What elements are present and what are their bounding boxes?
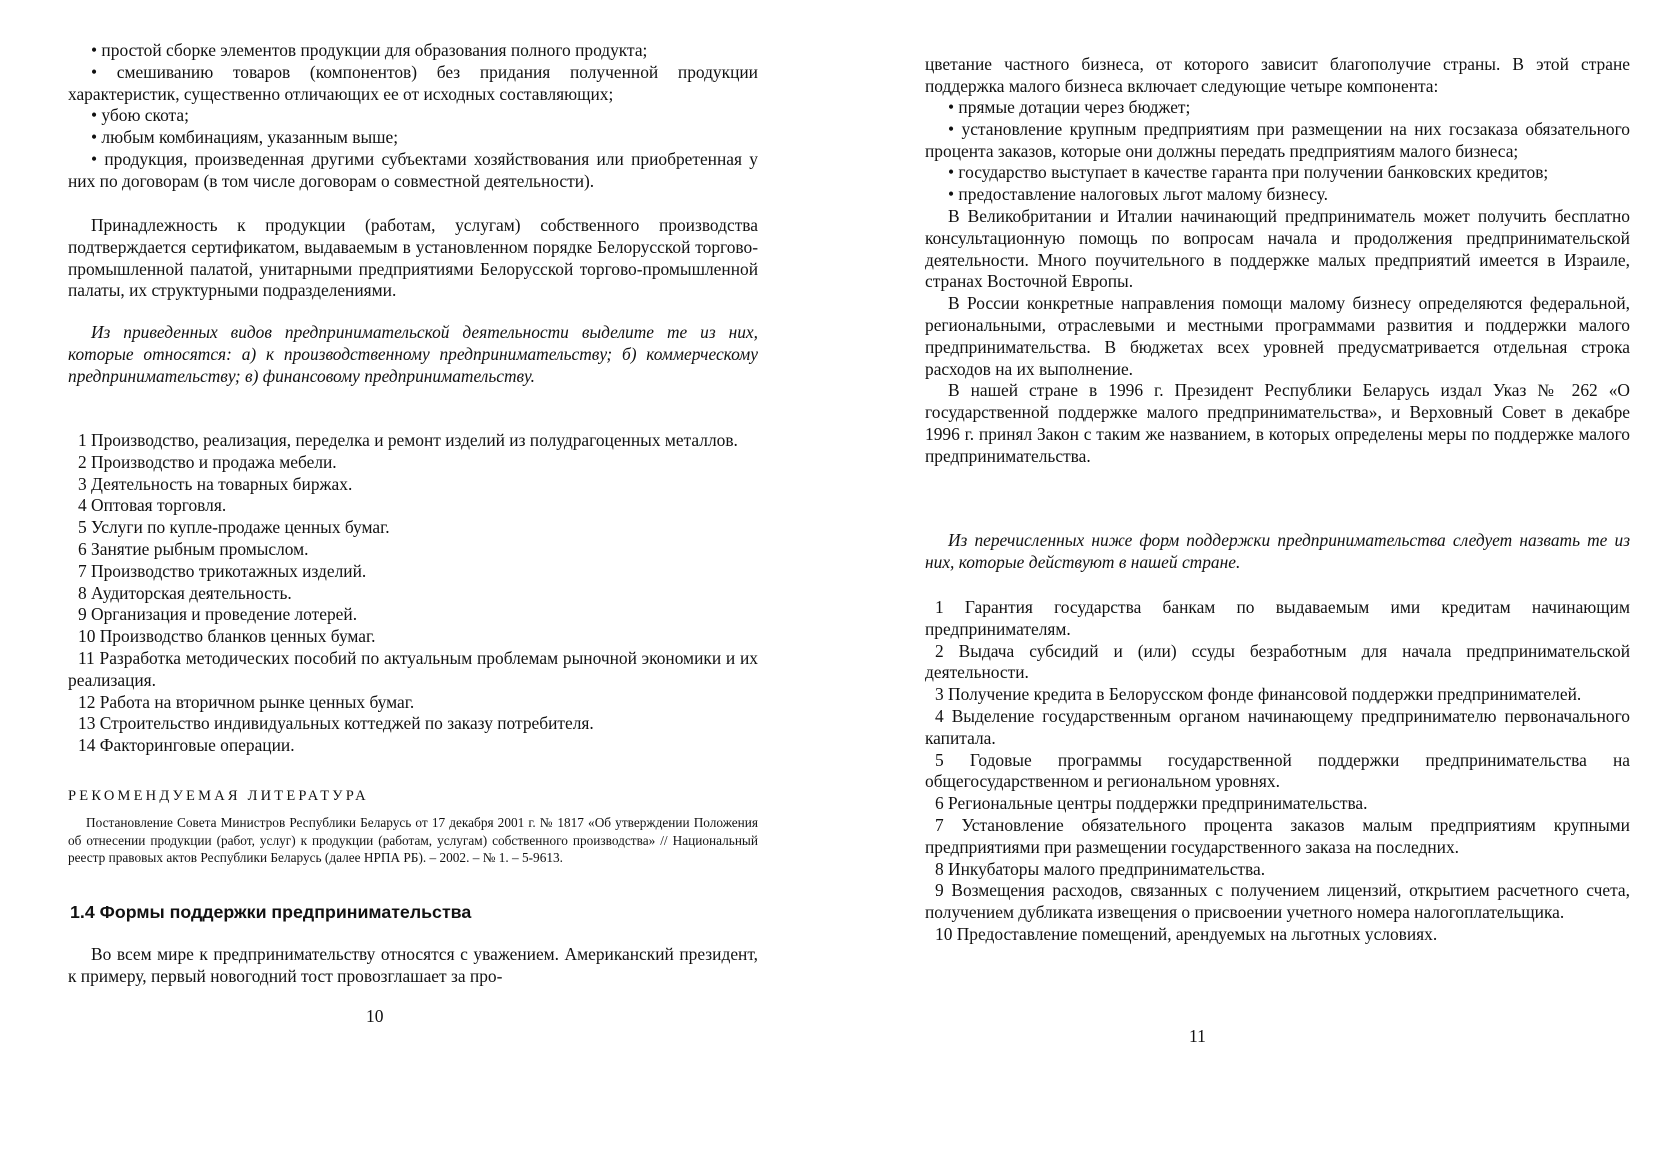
russia-paragraph: В России конкретные направления помощи малому бизнесу определяются федеральной, региональными, отраслевыми и местными программами развития и поддержки малого предпринимательства. В бюджетах всех уровней предусматривается отдельная строка расходов на их выполнение. <box>925 293 1630 379</box>
literature-heading: РЕКОМЕНДУЕМАЯ ЛИТЕРАТУРА <box>68 788 369 804</box>
bullet-item: • прямые дотации через бюджет; <box>948 97 1191 117</box>
section-intro: Во всем мире к предпринимательству относятся с уважением. Американский президент, к примеру, первый новогодний тост провозглашает за про- <box>68 944 758 986</box>
uk-paragraph: В Великобритании и Италии начинающий предприниматель может получить бесплатно консультационную помощь по вопросам начала и продолжения предпринимательской деятельности. Много поучительного в поддержке малых предприятий имеется в Израиле, странах Восточной Европы. <box>925 205 1630 292</box>
task-item: 6 Занятие рыбным промыслом. <box>78 538 309 559</box>
task-item: 12 Работа на вторичном рынке ценных бумаг. <box>78 691 415 712</box>
bullet-list <box>925 97 1630 468</box>
page-number: 10 <box>366 1006 384 1026</box>
bullet-item: • смешиванию товаров (компонентов) без придания полученной продукции характеристик, существенно отличающих ее от исходных составляющих; <box>68 61 758 104</box>
task-item: 9 Организация и проведение лотерей. <box>78 604 358 625</box>
bullet-item: • любым комбинациям, указанным выше; <box>91 127 399 148</box>
task-item: 13 Строительство индивидуальных коттеджей по заказу потребителя. <box>78 713 594 734</box>
task-item: 7 Производство трикотажных изделий. <box>78 560 367 581</box>
task-item: 4 Выделение государственным органом начинающему предпринимателю первоначального капитала. <box>925 705 1630 748</box>
task-item: 1 Производство, реализация, переделка и ремонт изделий из полудрагоценных металлов. <box>78 430 738 450</box>
task-item: 8 Аудиторская деятельность. <box>78 582 292 603</box>
literature-reference: Постановление Совета Министров Республики Беларусь от 17 декабря 2001 г. № 1817 «Об утверждении Положения об отнесении продукции (работ, услуг) к продукции (работам, услугам) собственного производства» // Национальный реестр правовых актов Республики Беларусь (далее НРПА РБ). – 2002. – № 1. – 5-9613. <box>68 815 758 866</box>
task-item: 2 Производство и продажа мебели. <box>78 451 337 472</box>
task-item: 1 Гарантия государства банкам по выдаваемым ими кредитам начинающим предпринимателям. <box>925 597 1630 639</box>
task-item: 3 Деятельность на товарных биржах. <box>78 473 353 494</box>
task-item: 3 Получение кредита в Белорусском фонде финансовой поддержки предпринимателей. <box>935 684 1582 705</box>
task-item: 2 Выдача субсидий и (или) ссуды безработным для начала предпринимательской деятельности. <box>925 640 1630 683</box>
bullet-item: • предоставление налоговых льгот малому бизнесу. <box>948 184 1328 205</box>
task-item: 7 Установление обязательного процента заказов малым предприятиям крупными предприятиями при размещении государственного заказа на последних. <box>925 814 1630 857</box>
bullet-item: • убою скота; <box>91 105 189 126</box>
task-instruction: Из перечисленных ниже форм поддержки предпринимательства следует назвать те из них, которые действуют в нашей стране. <box>925 530 1630 572</box>
task-list <box>68 430 758 757</box>
bullet-list <box>68 40 758 193</box>
task-item: 9 Возмещения расходов, связанных с получением лицензий, открытием расчетного счета, получением дубликата извещения о присвоении учетного номера налогоплательщика. <box>925 880 1630 923</box>
continued-paragraph: цветание частного бизнеса, от которого зависит благополучие страны. В этой стране поддержка малого бизнеса включает следующие четыре компонента: <box>925 54 1630 96</box>
page-number: 11 <box>1189 1026 1206 1046</box>
task-item: 8 Инкубаторы малого предпринимательства. <box>935 858 1266 879</box>
section-title: 1.4 Формы поддержки предпринимательства <box>70 902 472 922</box>
bullet-item: • простой сборке элементов продукции для образования полного продукта; <box>91 40 648 60</box>
bullet-item: • продукция, произведенная другими субъектами хозяйствования или приобретенная у них по договорам (в том числе договорам о совместной деятельности). <box>68 148 758 191</box>
task-item: 4 Оптовая торговля. <box>78 495 227 516</box>
bullet-item: • государство выступает в качестве гаранта при получении банковских кредитов; <box>948 162 1549 183</box>
bullet-item: • установление крупным предприятиям при размещении на них госзаказа обязательного процента заказов, которые они должны передать предприятиям малого бизнеса; <box>925 118 1630 161</box>
task-item: 14 Факторинговые операции. <box>78 735 295 756</box>
task-item: 5 Услуги по купле-продаже ценных бумаг. <box>78 517 390 538</box>
belarus-paragraph: В нашей стране в 1996 г. Президент Республики Беларусь издал Указ № 262 «О государственной поддержке малого предпринимательства», и Верховный Совет в декабре 1996 г. принял Закон с таким же названием, в которых определены меры по поддержке малого предпринимательства. <box>925 380 1630 466</box>
certificate-paragraph: Принадлежность к продукции (работам, услугам) собственного производства подтверждается сертификатом, выдаваемым в установленном порядке Белорусской торгово-промышленной палатой, унитарными предприятиями Белорусской торгово-промышленной палаты, их структурными подразделениями. <box>68 215 758 301</box>
task-item: 6 Региональные центры поддержки предпринимательства. <box>935 793 1368 814</box>
task-instruction: Из приведенных видов предпринимательской деятельности выделите те из них, которые относятся: а) к производственному предпринимательству; б) коммерческому предпринимательству; в) финансовому предпринимательству. <box>68 322 758 386</box>
task-item: 10 Производство бланков ценных бумаг. <box>78 626 376 647</box>
task-item: 10 Предоставление помещений, арендуемых на льготных условиях. <box>935 923 1438 944</box>
task-list <box>925 597 1630 946</box>
task-item: 11 Разработка методических пособий по актуальным проблемам рыночной экономики и их реализация. <box>68 647 758 690</box>
task-item: 5 Годовые программы государственной поддержки предпринимательства на общегосударственном и региональном уровнях. <box>925 749 1630 792</box>
